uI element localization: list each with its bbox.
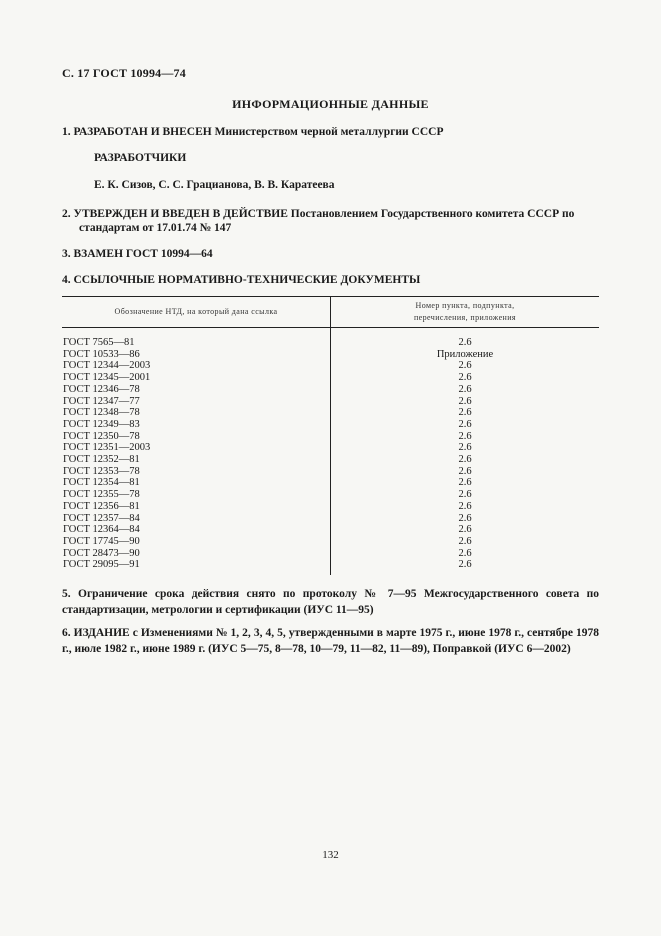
cell-document: ГОСТ 12347—77	[62, 396, 331, 408]
cell-reference: 2.6	[458, 395, 472, 407]
table-row	[62, 477, 599, 489]
cell-reference: 2.6	[458, 547, 472, 559]
cell-document: ГОСТ 12354—81	[62, 477, 331, 489]
table-row	[62, 454, 599, 466]
cell-document: ГОСТ 12351—2003	[62, 442, 331, 454]
cell-reference: 2.6	[458, 524, 472, 536]
references-table-wrap	[62, 296, 599, 575]
table-row	[62, 442, 599, 454]
cell-document: ГОСТ 12357—84	[62, 513, 331, 525]
cell-document: ГОСТ 12346—78	[62, 384, 331, 396]
cell-reference: 2.6	[458, 418, 472, 430]
cell-document: ГОСТ 12352—81	[62, 454, 331, 466]
table-row	[62, 524, 599, 536]
section-5-text: 5. Ограничение срока действия снято по протоколу № 7—95 Межгосударственного совета по стандартизации, метрологии и сертификации (ИУС 11—95)	[62, 588, 599, 616]
cell-document: ГОСТ 12356—81	[62, 501, 331, 513]
cell-document: ГОСТ 10533—86	[62, 349, 331, 361]
cell-document: ГОСТ 12349—83	[62, 419, 331, 431]
cell-reference: 2.6	[458, 383, 472, 395]
cell-document: ГОСТ 28473—90	[62, 548, 331, 560]
table-body	[62, 328, 599, 576]
table-row	[62, 501, 599, 513]
cell-reference: 2.6	[458, 559, 472, 571]
section-6-text: 6. ИЗДАНИЕ с Изменениями № 1, 2, 3, 4, 5, утвержденными в марте 1975 г., июне 1978 г., сентябре 1978 г., июле 1982 г., июне 1989 г. (ИУС 5—75, 8—78, 10—79, 11—82, 11—89), Поправкой (ИУС 6—2002)	[62, 627, 599, 655]
table-row	[62, 328, 599, 349]
table-row	[62, 466, 599, 478]
table-row	[62, 419, 599, 431]
table-header-row	[62, 297, 599, 328]
page-header: С. 17 ГОСТ 10994—74	[62, 66, 186, 80]
cell-reference: 2.6	[458, 360, 472, 372]
table-row	[62, 384, 599, 396]
cell-reference: 2.6	[458, 442, 472, 454]
cell-reference: 2.6	[458, 489, 472, 501]
section-3-text: 3. ВЗАМЕН ГОСТ 10994—64	[62, 248, 213, 260]
cell-document: ГОСТ 29095—91	[62, 559, 331, 575]
cell-document: ГОСТ 7565—81	[62, 328, 331, 349]
cell-reference: 2.6	[458, 535, 472, 547]
table-row	[62, 349, 599, 361]
cell-document: ГОСТ 12364—84	[62, 524, 331, 536]
table-row	[62, 559, 599, 575]
cell-reference: 2.6	[458, 477, 472, 489]
col-header-reference-line-1: Номер пункта, подпункта,	[415, 301, 515, 310]
col-header-document: Обозначение НТД, на который дана ссылка	[62, 297, 331, 328]
cell-reference: Приложение	[436, 348, 494, 360]
col-header-reference-line-2: перечисления, приложения	[414, 313, 516, 322]
cell-reference: 2.6	[458, 512, 472, 524]
cell-reference: 2.6	[458, 465, 472, 477]
page-number: 132	[322, 849, 339, 861]
cell-document: ГОСТ 12353—78	[62, 466, 331, 478]
table-row	[62, 372, 599, 384]
table-row	[62, 548, 599, 560]
section-1-text: 1. РАЗРАБОТАН И ВНЕСЕН Министерством черной металлургии СССР	[62, 126, 444, 138]
page-title: ИНФОРМАЦИОННЫЕ ДАННЫЕ	[232, 97, 429, 111]
cell-reference: 2.6	[458, 500, 472, 512]
table-row	[62, 431, 599, 443]
cell-document: ГОСТ 12345—2001	[62, 372, 331, 384]
table-row	[62, 360, 599, 372]
table-row	[62, 407, 599, 419]
table-row	[62, 396, 599, 408]
section-2-line-2: стандартам от 17.01.74 № 147	[79, 222, 232, 234]
cell-reference: 2.6	[458, 337, 472, 348]
developers-names: Е. К. Сизов, С. С. Грацианова, В. В. Каратеева	[94, 179, 335, 191]
cell-document: ГОСТ 12350—78	[62, 431, 331, 443]
cell-reference: 2.6	[458, 430, 472, 442]
section-4-title: 4. ССЫЛОЧНЫЕ НОРМАТИВНО-ТЕХНИЧЕСКИЕ ДОКУМЕНТЫ	[62, 274, 421, 286]
cell-document: ГОСТ 12348—78	[62, 407, 331, 419]
references-table	[62, 296, 599, 575]
cell-document: ГОСТ 12344—2003	[62, 360, 331, 372]
cell-document: ГОСТ 17745—90	[62, 536, 331, 548]
table-row	[62, 536, 599, 548]
section-2-line-1: 2. УТВЕРЖДЕН И ВВЕДЕН В ДЕЙСТВИЕ Постановлением Государственного комитета СССР по	[62, 208, 575, 220]
cell-reference: 2.6	[458, 407, 472, 419]
table-row	[62, 489, 599, 501]
developers-label: РАЗРАБОТЧИКИ	[94, 152, 187, 164]
cell-document: ГОСТ 12355—78	[62, 489, 331, 501]
cell-reference: 2.6	[458, 372, 472, 384]
table-row	[62, 513, 599, 525]
cell-reference: 2.6	[458, 454, 472, 466]
col-header-reference	[331, 297, 600, 328]
